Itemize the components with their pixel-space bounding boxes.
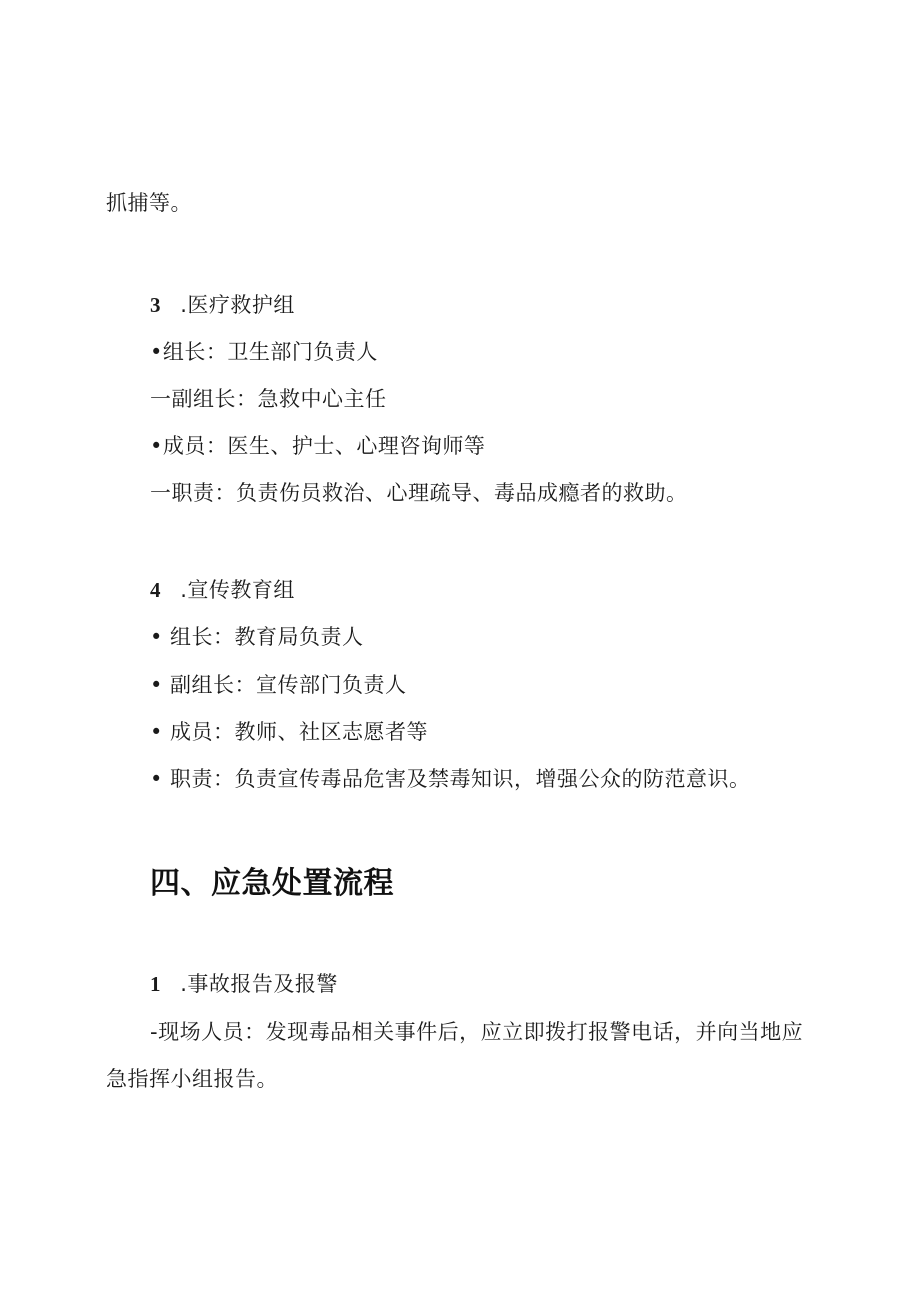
- step-1-title: .事故报告及报警: [180, 972, 338, 996]
- step-1-number: 1: [150, 972, 161, 996]
- section-3-title: .医疗救护组: [180, 293, 295, 317]
- section-3-line: •成员：医生、护士、心理咨询师等: [150, 434, 486, 458]
- section-4-line: • 成员：教师、社区志愿者等: [150, 720, 429, 744]
- step-1-paragraph-line: -现场人员：发现毒品相关事件后，应立即拨打报警电话，并向当地应: [150, 1020, 804, 1044]
- step-1-heading: [150, 971, 338, 997]
- section-3-line: 一职责：负责伤员救治、心理疏导、毒品成瘾者的救助。: [150, 481, 688, 505]
- section-4-line: • 职责：负责宣传毒品危害及禁毒知识，增强公众的防范意识。: [150, 767, 751, 791]
- section-3-number: 3: [150, 293, 161, 317]
- section-4-number: 4: [150, 578, 161, 602]
- section-3-heading: [150, 292, 295, 318]
- section-4-line: • 组长：教育局负责人: [150, 625, 364, 649]
- section-4-title: .宣传教育组: [180, 578, 295, 602]
- section-4-heading: [150, 577, 295, 603]
- section-3-line: 一副组长：急救中心主任: [150, 387, 387, 411]
- chapter-heading: 四、应急处置流程: [150, 866, 394, 901]
- section-3-line: •组长：卫生部门负责人: [150, 340, 378, 364]
- continuation-text: 抓捕等。: [106, 191, 192, 215]
- step-1-paragraph-line: 急指挥小组报告。: [106, 1067, 278, 1091]
- section-4-line: • 副组长：宣传部门负责人: [150, 673, 407, 697]
